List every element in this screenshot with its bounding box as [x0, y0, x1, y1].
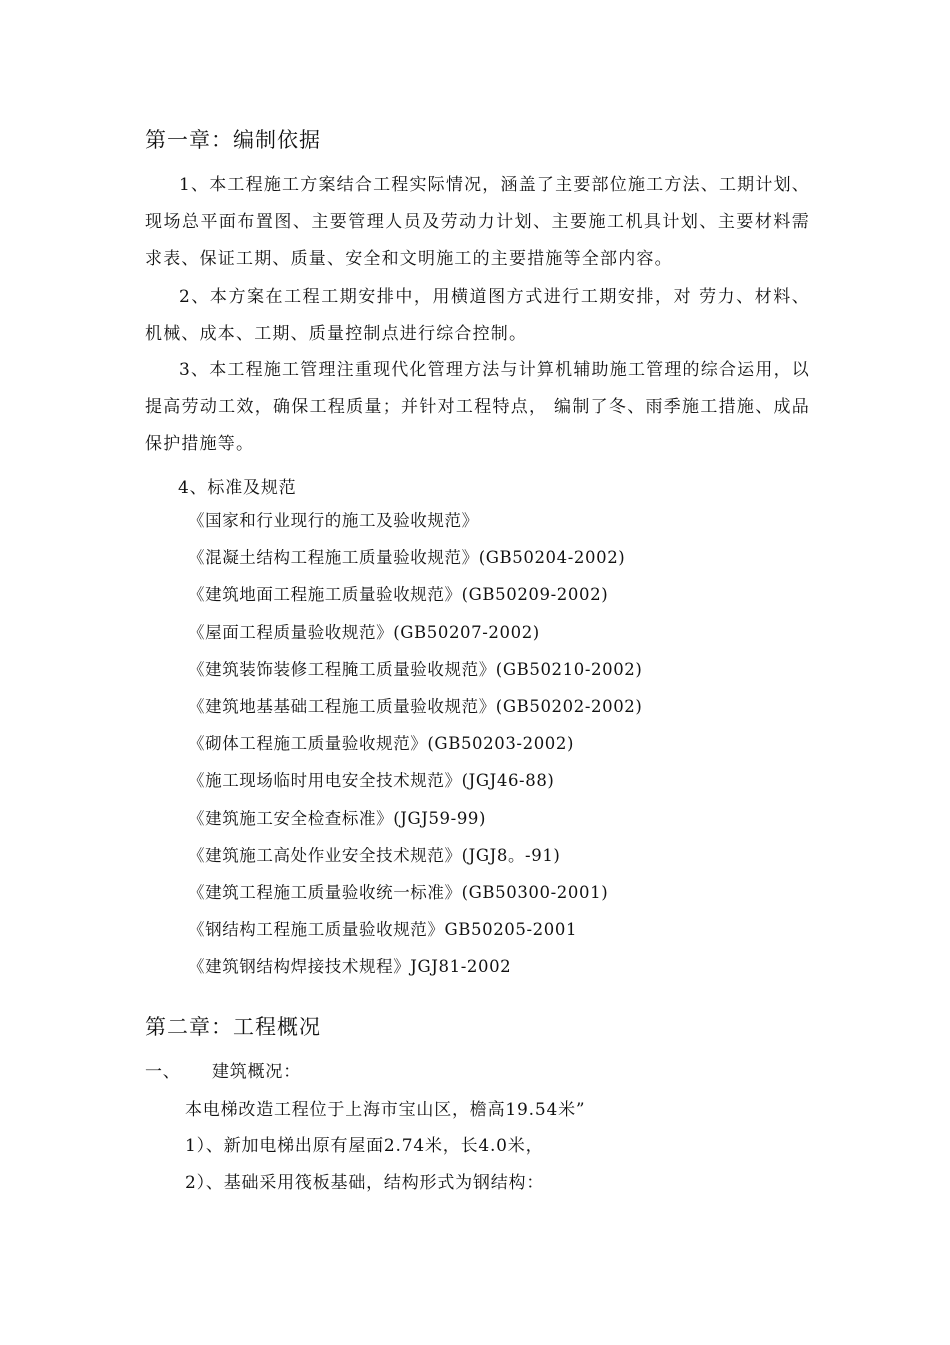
chapter-1-title: 第一章：编制依据 — [145, 128, 321, 152]
standards-heading: 4、标准及规范 — [178, 478, 297, 498]
standard-item: 《建筑施工高处作业安全技术规范》(JGJ8。-91) — [188, 845, 561, 865]
section-title: 建筑概况： — [212, 1062, 301, 1082]
paragraph-1: 1、本工程施工方案结合工程实际情况，涵盖了主要部位施工方法、工期计划、现场总平面布置图、主要管理人员及劳动力计划、主要施工机具计划、主要材料需求表、保证工期、质量、安全和文明施工的主要措施等全部内容。 — [145, 175, 810, 269]
standard-item: 《建筑钢结构焊接技术规程》JGJ81-2002 — [188, 957, 512, 977]
standard-item: 《屋面工程质量验收规范》(GB50207-2002) — [188, 622, 540, 642]
paragraph-2: 2、本方案在工程工期安排中，用横道图方式进行工期安排，对 劳力、材料、机械、成本、工期、质量控制点进行综合控制。 — [145, 287, 810, 344]
standard-item: 《国家和行业现行的施工及验收规范》 — [188, 511, 479, 530]
standard-item: 《建筑施工安全检查标准》(JGJ59-99) — [188, 808, 487, 828]
standard-item: 《施工现场临时用电安全技术规范》(JGJ46-88) — [188, 771, 555, 791]
paragraph-3: 3、本工程施工管理注重现代化管理方法与计算机辅助施工管理的综合运用，以提高劳动工效，确保工程质量；并针对工程特点， 编制了冬、雨季施工措施、成品保护措施等。 — [145, 360, 810, 454]
standard-item: 《建筑装饰装修工程腌工质量验收规范》(GB50210-2002) — [188, 659, 643, 679]
standard-item: 《钢结构工程施工质量验收规范》GB50205-2001 — [188, 920, 578, 940]
chapter-2-title: 第二章：工程概况 — [145, 1015, 321, 1039]
overview-line: 本电梯改造工程位于上海市宝山区，檐高19.54米” — [185, 1100, 586, 1120]
section-number: 一、 — [145, 1062, 181, 1082]
standards-list — [188, 508, 642, 991]
overview-line: 1）、新加电梯出原有屋面2.74米，长4.0米， — [185, 1136, 544, 1156]
standard-item: 《建筑地面工程施工质量验收规范》(GB50209-2002) — [188, 585, 609, 605]
standard-item: 《建筑工程施工质量验收统一标准》(GB50300-2001) — [188, 882, 609, 902]
standard-item: 《建筑地基基础工程施工质量验收规范》(GB50202-2002) — [188, 696, 643, 716]
overview-line: 2）、基础采用筏板基础，结构形式为钢结构： — [185, 1173, 545, 1193]
standard-item: 《混凝土结构工程施工质量验收规范》(GB50204-2002) — [188, 548, 626, 568]
standard-item: 《砌体工程施工质量验收规范》(GB50203-2002) — [188, 734, 575, 754]
